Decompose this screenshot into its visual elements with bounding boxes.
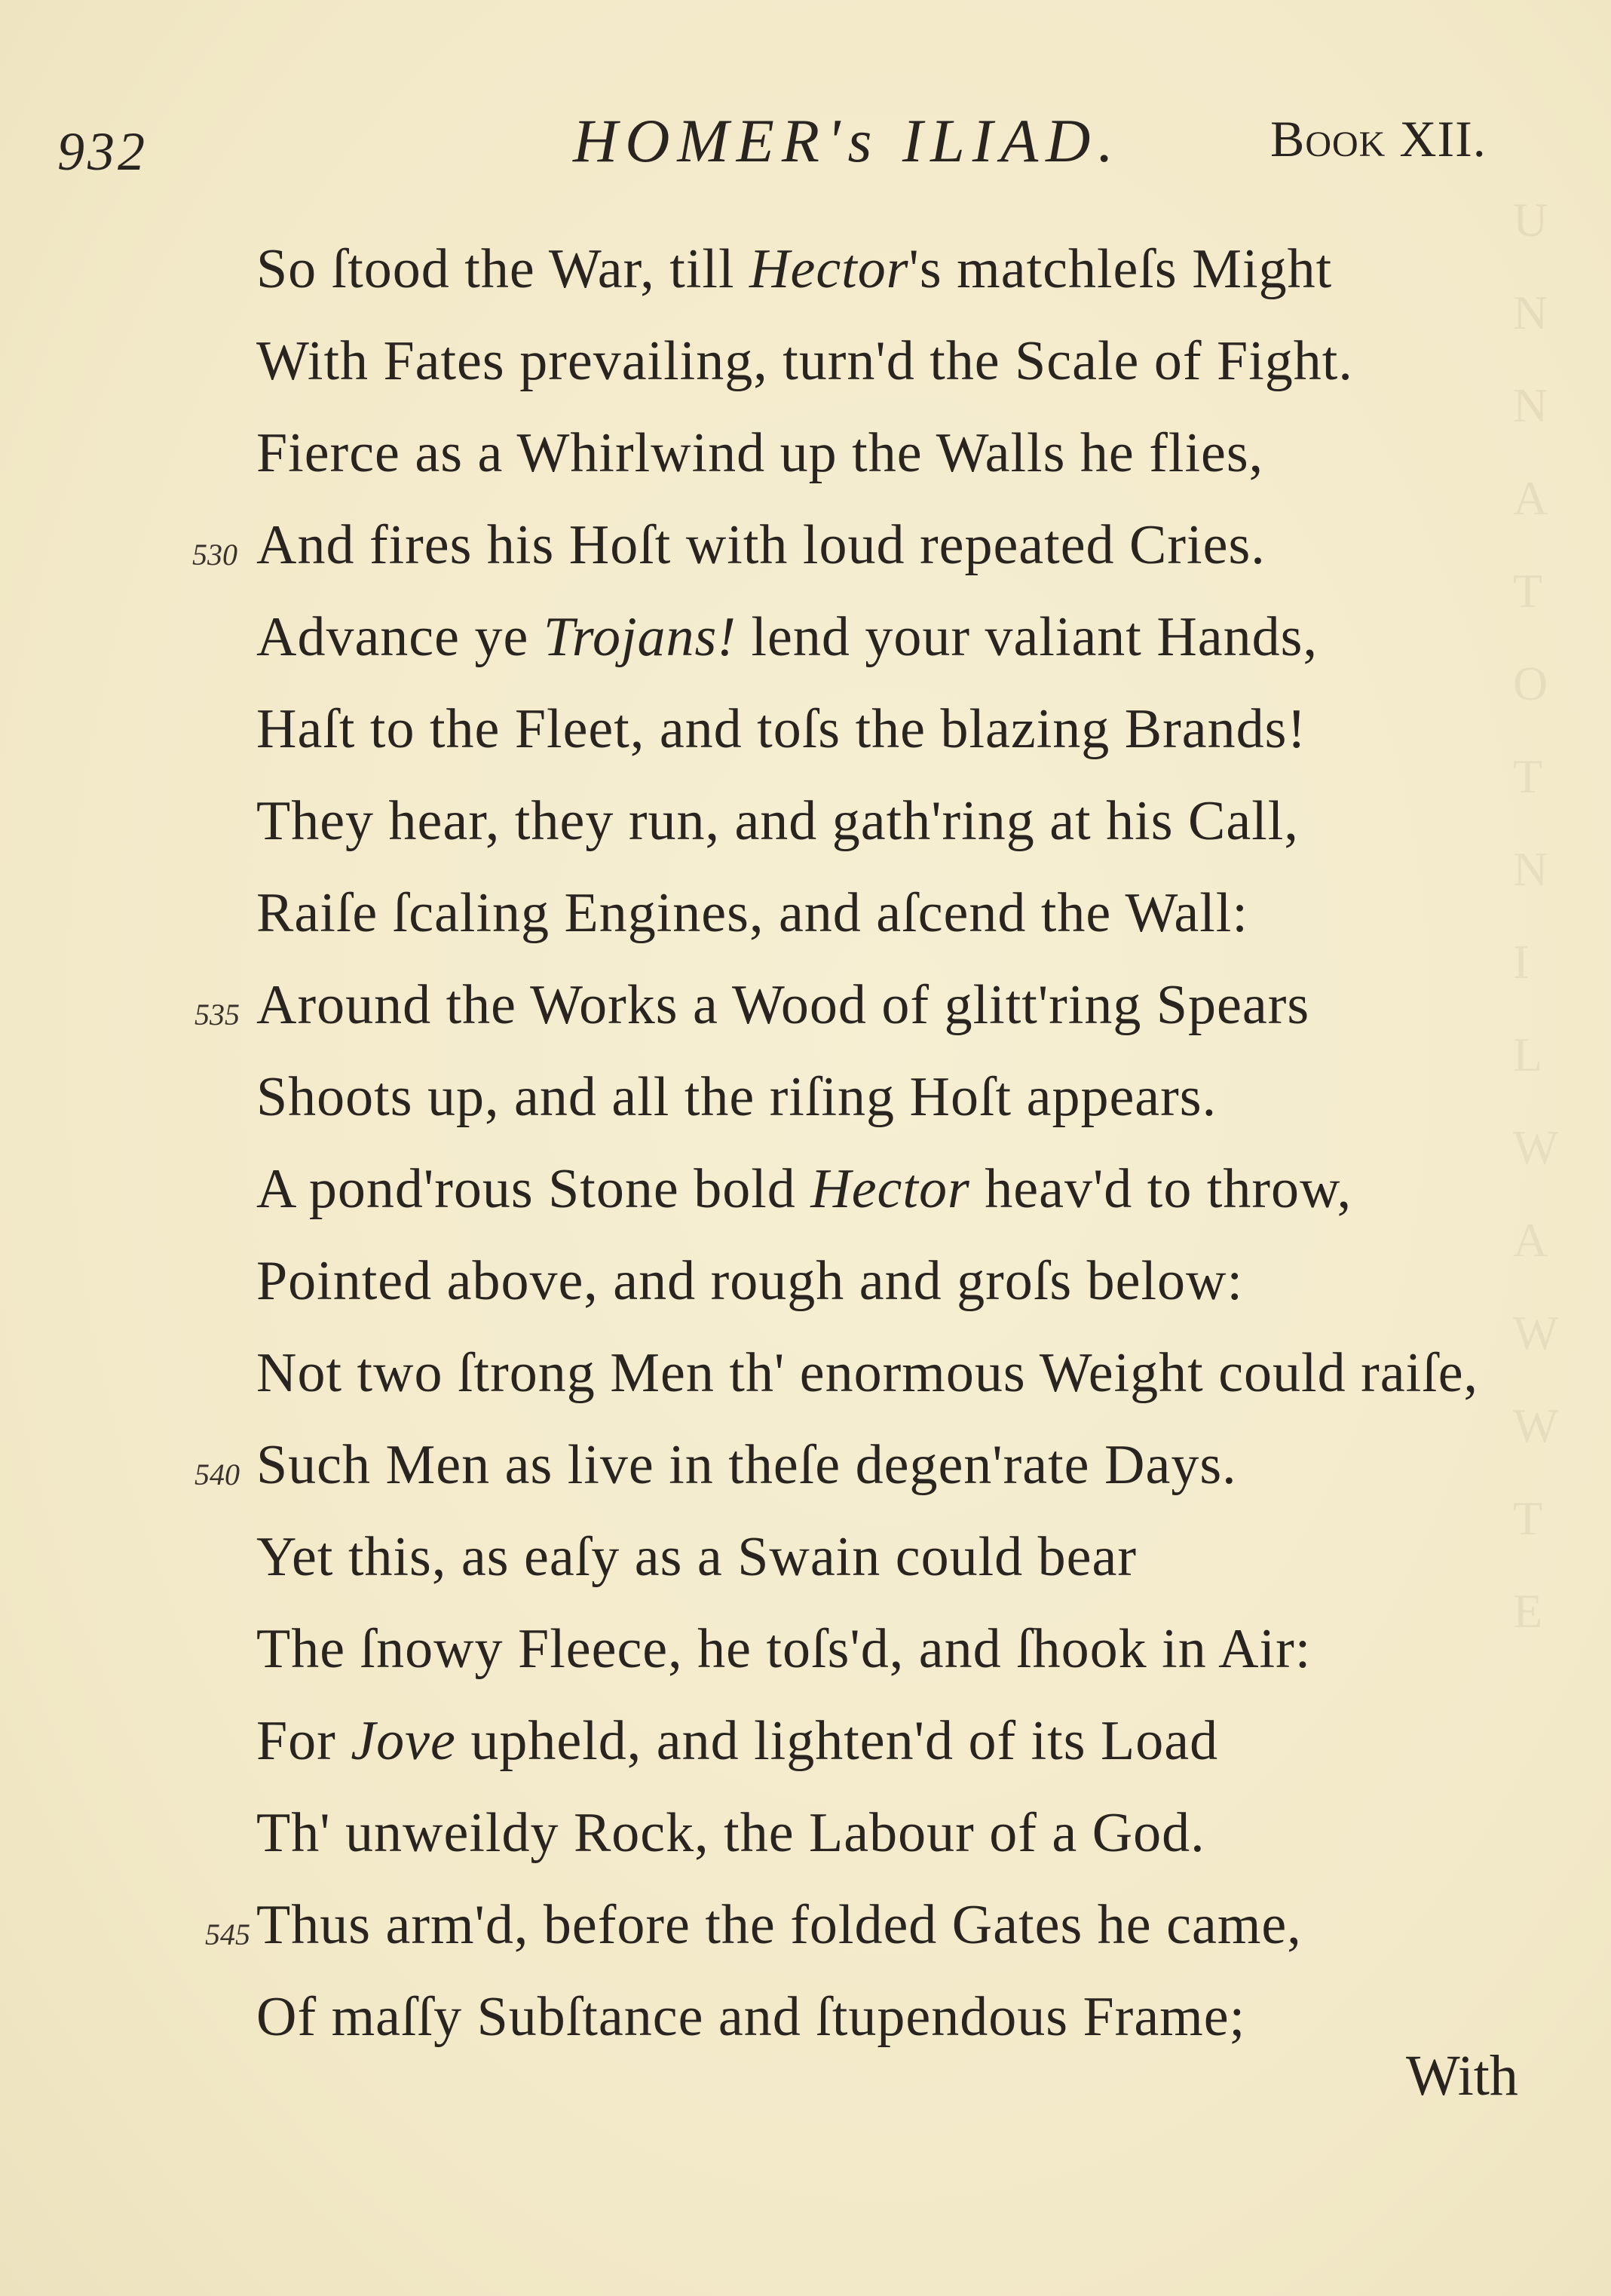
verse-line: For Jove upheld, and lighten'd of its Load [256, 1710, 1219, 1772]
verse-line: Fierce as a Whirlwind up the Walls he flies, [256, 422, 1264, 484]
verse-line: Shoots up, and all the riſing Hoſt appears. [256, 1066, 1217, 1128]
verse-line: Of maſſy Subſtance and ſtupendous Frame; [256, 1986, 1246, 2048]
verse-line: And fires his Hoſt with loud repeated Cries. [256, 514, 1266, 576]
verse-line: So ſtood the War, till Hector's matchleſs Might [256, 238, 1333, 300]
line-number-530: 530 [192, 538, 237, 572]
verse-line: Advance ye Trojans! lend your valiant Hands, [256, 606, 1318, 668]
show-through-letters: U N N A T O T N I L W A W W T E [1513, 193, 1559, 1638]
book-label [1270, 109, 1487, 169]
book-word: Book [1270, 110, 1386, 167]
verse-line: Such Men as live in theſe degen'rate Days. [256, 1434, 1237, 1496]
verse-line: A pond'rous Stone bold Hector heav'd to throw, [256, 1158, 1352, 1220]
verse-line: They hear, they run, and gath'ring at his Call, [256, 790, 1299, 852]
verse-line: Haſt to the Fleet, and toſs the blazing Brands! [256, 698, 1307, 760]
book-numeral: XII. [1399, 110, 1487, 167]
line-number-545: 545 [205, 1917, 250, 1951]
verse-line: Yet this, as eaſy as a Swain could bear [256, 1526, 1137, 1588]
verse-line: Th' unweildy Rock, the Labour of a God. [256, 1802, 1205, 1864]
verse-line: Not two ſtrong Men th' enormous Weight could raiſe, [256, 1342, 1479, 1404]
verse-line: The ſnowy Fleece, he toſs'd, and ſhook in Air: [256, 1618, 1312, 1680]
running-title: HOMER's ILIAD. [573, 106, 1121, 175]
line-number-540: 540 [194, 1458, 240, 1491]
page-number: 932 [57, 121, 148, 182]
line-number-535: 535 [194, 998, 240, 1032]
verse-line: Around the Works a Wood of glitt'ring Spears [256, 974, 1310, 1036]
catchword: With [1406, 2044, 1518, 2107]
verse-line: Thus arm'd, before the folded Gates he came, [256, 1894, 1302, 1956]
verse-line: Raiſe ſcaling Engines, and aſcend the Wall: [256, 882, 1248, 944]
verse-line: Pointed above, and rough and groſs below: [256, 1250, 1244, 1312]
verse-line: With Fates prevailing, turn'd the Scale of Fight. [256, 330, 1353, 392]
